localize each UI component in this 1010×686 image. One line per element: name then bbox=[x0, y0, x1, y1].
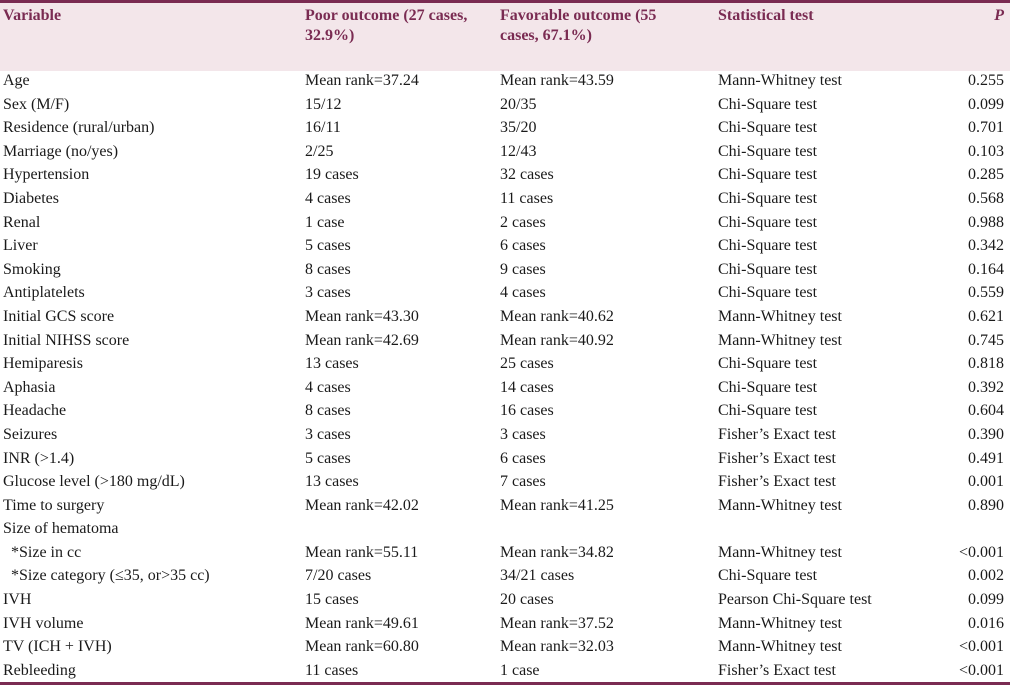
table-body bbox=[0, 71, 1010, 684]
cell-poor-outcome: 13 cases bbox=[305, 355, 359, 373]
cell-statistical-test: Mann-Whitney test bbox=[718, 543, 842, 561]
cell-favorable-outcome: 16 cases bbox=[500, 402, 554, 420]
cell-poor-outcome: 5 cases bbox=[305, 237, 351, 255]
cell-statistical-test: Chi-Square test bbox=[718, 237, 818, 255]
cell-statistical-test: Fisher’s Exact test bbox=[718, 449, 836, 467]
cell-favorable-outcome: 14 cases bbox=[500, 378, 554, 396]
cell-statistical-test: Chi-Square test bbox=[718, 260, 818, 278]
cell-poor-outcome: 4 cases bbox=[305, 189, 351, 207]
cell-statistical-test: Chi-Square test bbox=[718, 119, 818, 137]
table-row bbox=[0, 95, 1010, 119]
cell-favorable-outcome: 3 cases bbox=[500, 425, 546, 443]
cell-variable: IVH volume bbox=[3, 614, 84, 632]
cell-favorable-outcome: 11 cases bbox=[500, 189, 554, 207]
cell-p-value: 0.745 bbox=[968, 331, 1004, 349]
cell-variable: *Size category (≤35, or>35 cc) bbox=[3, 567, 210, 585]
cell-poor-outcome: 8 cases bbox=[305, 402, 351, 420]
cell-statistical-test: Chi-Square test bbox=[718, 142, 818, 160]
cell-statistical-test: Chi-Square test bbox=[718, 402, 818, 420]
cell-variable: Marriage (no/yes) bbox=[3, 142, 119, 160]
cell-poor-outcome: 5 cases bbox=[305, 449, 351, 467]
cell-favorable-outcome: 34/21 cases bbox=[500, 567, 575, 585]
cell-poor-outcome: 15 cases bbox=[305, 591, 359, 609]
header-favorable-outcome: Favorable outcome (55 cases, 67.1%) bbox=[500, 7, 657, 44]
cell-favorable-outcome: 12/43 bbox=[500, 142, 537, 160]
cell-p-value: 0.002 bbox=[968, 567, 1004, 585]
table-header bbox=[0, 3, 1010, 71]
cell-variable: Renal bbox=[3, 213, 41, 231]
cell-variable: Initial NIHSS score bbox=[3, 331, 130, 349]
cell-poor-outcome: Mean rank=55.11 bbox=[305, 543, 419, 561]
cell-poor-outcome: Mean rank=37.24 bbox=[305, 72, 419, 89]
cell-poor-outcome: 11 cases bbox=[305, 661, 359, 679]
cell-p-value: 0.890 bbox=[968, 496, 1004, 514]
cell-favorable-outcome: Mean rank=37.52 bbox=[500, 614, 614, 632]
cell-variable: Liver bbox=[3, 237, 38, 255]
cell-statistical-test: Pearson Chi-Square test bbox=[718, 591, 872, 609]
cell-p-value: 0.392 bbox=[968, 378, 1004, 396]
cell-variable: Hemiparesis bbox=[3, 355, 83, 373]
table-row bbox=[0, 331, 1010, 355]
cell-poor-outcome: Mean rank=42.69 bbox=[305, 331, 419, 349]
cell-p-value: 0.285 bbox=[968, 166, 1004, 184]
cell-favorable-outcome: Mean rank=41.25 bbox=[500, 496, 614, 514]
cell-favorable-outcome: 4 cases bbox=[500, 284, 546, 302]
cell-variable: Diabetes bbox=[3, 189, 59, 207]
cell-p-value: 0.390 bbox=[968, 425, 1004, 443]
cell-variable: Smoking bbox=[3, 260, 61, 278]
cell-favorable-outcome: 35/20 bbox=[500, 119, 537, 137]
cell-variable: *Size in cc bbox=[3, 543, 82, 561]
table-row bbox=[0, 283, 1010, 307]
cell-poor-outcome: 4 cases bbox=[305, 378, 351, 396]
cell-p-value: 0.103 bbox=[968, 142, 1004, 160]
table-row bbox=[0, 543, 1010, 567]
cell-p-value: 0.255 bbox=[968, 72, 1004, 89]
table-row bbox=[0, 401, 1010, 425]
table-row bbox=[0, 165, 1010, 189]
cell-variable: INR (>1.4) bbox=[3, 449, 75, 467]
header-statistical-test: Statistical test bbox=[718, 7, 814, 24]
table-bottom-rule bbox=[0, 682, 1010, 685]
cell-favorable-outcome: Mean rank=34.82 bbox=[500, 543, 614, 561]
cell-statistical-test: Mann-Whitney test bbox=[718, 331, 842, 349]
cell-p-value: 0.559 bbox=[968, 284, 1004, 302]
cell-statistical-test: Mann-Whitney test bbox=[718, 614, 842, 632]
header-variable: Variable bbox=[3, 7, 62, 24]
cell-p-value: <0.001 bbox=[958, 638, 1004, 656]
table-row bbox=[0, 213, 1010, 237]
cell-p-value: 0.016 bbox=[968, 614, 1004, 632]
cell-poor-outcome: 2/25 bbox=[305, 142, 334, 160]
cell-variable: Time to surgery bbox=[3, 496, 105, 514]
cell-statistical-test: Chi-Square test bbox=[718, 567, 818, 585]
cell-variable: Hypertension bbox=[3, 166, 90, 184]
cell-statistical-test: Mann-Whitney test bbox=[718, 638, 842, 656]
table-row bbox=[0, 425, 1010, 449]
table-row bbox=[0, 142, 1010, 166]
cell-p-value: <0.001 bbox=[958, 661, 1004, 679]
cell-favorable-outcome: 2 cases bbox=[500, 213, 546, 231]
cell-variable: Sex (M/F) bbox=[3, 95, 70, 113]
cell-p-value: 0.099 bbox=[968, 591, 1004, 609]
cell-variable: IVH bbox=[3, 591, 32, 609]
table-row bbox=[0, 236, 1010, 260]
cell-statistical-test: Chi-Square test bbox=[718, 213, 818, 231]
cell-p-value: 0.604 bbox=[968, 402, 1004, 420]
cell-variable: Antiplatelets bbox=[3, 284, 85, 302]
table-row bbox=[0, 661, 1010, 685]
table-row bbox=[0, 614, 1010, 638]
table-row bbox=[0, 118, 1010, 142]
cell-statistical-test: Fisher’s Exact test bbox=[718, 661, 836, 679]
cell-variable: Rebleeding bbox=[3, 661, 76, 679]
cell-variable: Headache bbox=[3, 402, 67, 420]
cell-statistical-test: Mann-Whitney test bbox=[718, 496, 842, 514]
table-row bbox=[0, 189, 1010, 213]
cell-p-value: 0.001 bbox=[968, 473, 1004, 491]
table-row bbox=[0, 566, 1010, 590]
cell-poor-outcome: 8 cases bbox=[305, 260, 351, 278]
cell-poor-outcome: 3 cases bbox=[305, 425, 351, 443]
cell-favorable-outcome: Mean rank=32.03 bbox=[500, 638, 614, 656]
cell-statistical-test: Chi-Square test bbox=[718, 284, 818, 302]
cell-poor-outcome: Mean rank=42.02 bbox=[305, 496, 419, 514]
cell-poor-outcome: Mean rank=49.61 bbox=[305, 614, 419, 632]
cell-p-value: 0.701 bbox=[968, 119, 1004, 137]
cell-favorable-outcome: 25 cases bbox=[500, 355, 554, 373]
cell-statistical-test: Fisher’s Exact test bbox=[718, 473, 836, 491]
cell-p-value: 0.621 bbox=[968, 307, 1004, 325]
cell-favorable-outcome: Mean rank=40.62 bbox=[500, 307, 614, 325]
cell-poor-outcome: 1 case bbox=[305, 213, 345, 231]
cell-statistical-test: Chi-Square test bbox=[718, 355, 818, 373]
cell-p-value: 0.342 bbox=[968, 237, 1004, 255]
cell-statistical-test: Mann-Whitney test bbox=[718, 72, 842, 89]
cell-p-value: 0.568 bbox=[968, 189, 1004, 207]
table-row bbox=[0, 354, 1010, 378]
cell-favorable-outcome: 6 cases bbox=[500, 237, 546, 255]
table-row bbox=[0, 71, 1010, 95]
table-row bbox=[0, 307, 1010, 331]
header-p-value: P bbox=[994, 7, 1004, 24]
cell-favorable-outcome: Mean rank=43.59 bbox=[500, 72, 614, 89]
cell-poor-outcome: Mean rank=60.80 bbox=[305, 638, 419, 656]
table-row bbox=[0, 637, 1010, 661]
table-row bbox=[0, 496, 1010, 520]
cell-variable: Size of hematoma bbox=[3, 520, 119, 538]
cell-favorable-outcome: Mean rank=40.92 bbox=[500, 331, 614, 349]
cell-poor-outcome: 16/11 bbox=[305, 119, 341, 137]
cell-favorable-outcome: 6 cases bbox=[500, 449, 546, 467]
cell-statistical-test: Chi-Square test bbox=[718, 95, 818, 113]
cell-favorable-outcome: 9 cases bbox=[500, 260, 546, 278]
cell-p-value: <0.001 bbox=[958, 543, 1004, 561]
cell-poor-outcome: 13 cases bbox=[305, 473, 359, 491]
cell-favorable-outcome: 7 cases bbox=[500, 473, 546, 491]
cell-poor-outcome: 3 cases bbox=[305, 284, 351, 302]
table-row bbox=[0, 378, 1010, 402]
cell-poor-outcome: 7/20 cases bbox=[305, 567, 372, 585]
cell-statistical-test: Chi-Square test bbox=[718, 166, 818, 184]
cell-statistical-test: Mann-Whitney test bbox=[718, 307, 842, 325]
table-row bbox=[0, 260, 1010, 284]
cell-statistical-test: Chi-Square test bbox=[718, 378, 818, 396]
cell-p-value: 0.164 bbox=[968, 260, 1004, 278]
table-row bbox=[0, 519, 1010, 543]
cell-statistical-test: Fisher’s Exact test bbox=[718, 425, 836, 443]
table-row bbox=[0, 590, 1010, 614]
cell-variable: Residence (rural/urban) bbox=[3, 119, 155, 137]
table-row bbox=[0, 449, 1010, 473]
cell-favorable-outcome: 1 case bbox=[500, 661, 540, 679]
cell-favorable-outcome: 20 cases bbox=[500, 591, 554, 609]
cell-poor-outcome: 15/12 bbox=[305, 95, 342, 113]
cell-favorable-outcome: 20/35 bbox=[500, 95, 537, 113]
cell-p-value: 0.099 bbox=[968, 95, 1004, 113]
cell-variable: Glucose level (>180 mg/dL) bbox=[3, 473, 185, 491]
table-row bbox=[0, 472, 1010, 496]
cell-variable: Aphasia bbox=[3, 378, 56, 396]
cell-p-value: 0.818 bbox=[968, 355, 1004, 373]
cell-variable: Seizures bbox=[3, 425, 58, 443]
cell-variable: TV (ICH + IVH) bbox=[3, 638, 112, 656]
cell-variable: Initial GCS score bbox=[3, 307, 115, 325]
header-poor-outcome: Poor outcome (27 cases, 32.9%) bbox=[305, 7, 468, 44]
cell-p-value: 0.988 bbox=[968, 213, 1004, 231]
cell-favorable-outcome: 32 cases bbox=[500, 166, 554, 184]
cell-statistical-test: Chi-Square test bbox=[718, 189, 818, 207]
cell-poor-outcome: 19 cases bbox=[305, 166, 359, 184]
cell-p-value: 0.491 bbox=[968, 449, 1004, 467]
cell-variable: Age bbox=[3, 72, 30, 89]
cell-poor-outcome: Mean rank=43.30 bbox=[305, 307, 419, 325]
